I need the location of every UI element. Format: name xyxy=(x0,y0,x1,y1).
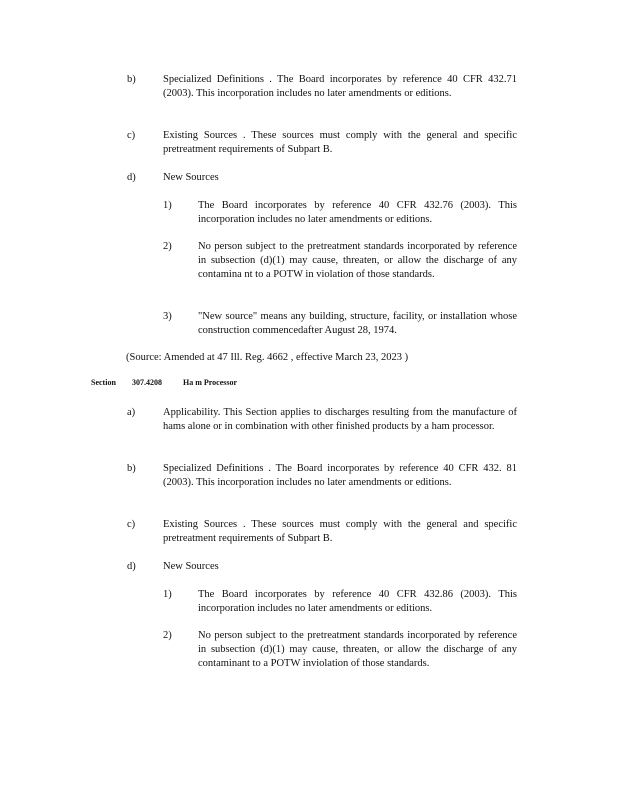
subsection-text: Existing Sources . These sources must comply with the general and specific pretreatment requirements of Subpart B. xyxy=(163,519,517,544)
subsection-text: Applicability. This Section applies to discharges resulting from the manufacture of hams alone or in combination with other finished products by a ham processor. xyxy=(163,407,517,432)
subsection-label: d) xyxy=(127,561,136,572)
paragraph-label: 3) xyxy=(163,311,172,322)
section-number: 307.4208 xyxy=(132,378,162,387)
subsection-label: c) xyxy=(127,130,136,141)
paragraph-text: The Board incorporates by reference 40 CFR 432.76 (2003). This incorporation includes no later amendments or editions. xyxy=(198,200,517,225)
source-note: (Source: Amended at 47 Ill. Reg. 4662 , effective March 23, 2023 ) xyxy=(126,352,409,363)
section-title: Ha m Processor xyxy=(183,378,238,387)
subsection-text: New Sources xyxy=(163,561,219,572)
paragraph-text: The Board incorporates by reference 40 CFR 432.86 (2003). This incorporation includes no later amendments or editions. xyxy=(198,589,517,614)
subsection-text: Existing Sources . These sources must comply with the general and specific pretreatment requirements of Subpart B. xyxy=(163,130,517,155)
paragraph-label: 2) xyxy=(163,630,172,641)
section-label: Section xyxy=(91,378,116,387)
subsection-text: Specialized Definitions . The Board incorporates by reference 40 CFR 432.71 (2003). This incorporation includes no later amendments or editions. xyxy=(163,74,517,99)
paragraph-label: 1) xyxy=(163,589,172,600)
paragraph-text: No person subject to the pretreatment standards incorporated by reference in subsection (d)(1) may cause, threaten, or allow the discharge of any contaminant to a POTW inviolation of those standards. xyxy=(198,630,517,669)
subsection-label: a) xyxy=(127,407,136,418)
subsection-label: b) xyxy=(127,463,136,474)
paragraph-label: 1) xyxy=(163,200,172,211)
subsection-label: b) xyxy=(127,74,136,85)
subsection-text: New Sources xyxy=(163,172,219,183)
paragraph-text: "New source" means any building, structure, facility, or installation whose construction commencedafter August 28, 1974. xyxy=(198,311,517,336)
paragraph-text: No person subject to the pretreatment standards incorporated by reference in subsection (d)(1) may cause, threaten, or allow the discharge of any contamina nt to a POTW in violation of those standards. xyxy=(198,241,517,280)
subsection-label: d) xyxy=(127,172,136,183)
subsection-text: Specialized Definitions . The Board incorporates by reference 40 CFR 432. 81 (2003). This incorporation includes no later amendments or editions. xyxy=(163,463,517,488)
subsection-label: c) xyxy=(127,519,136,530)
paragraph-label: 2) xyxy=(163,241,172,252)
